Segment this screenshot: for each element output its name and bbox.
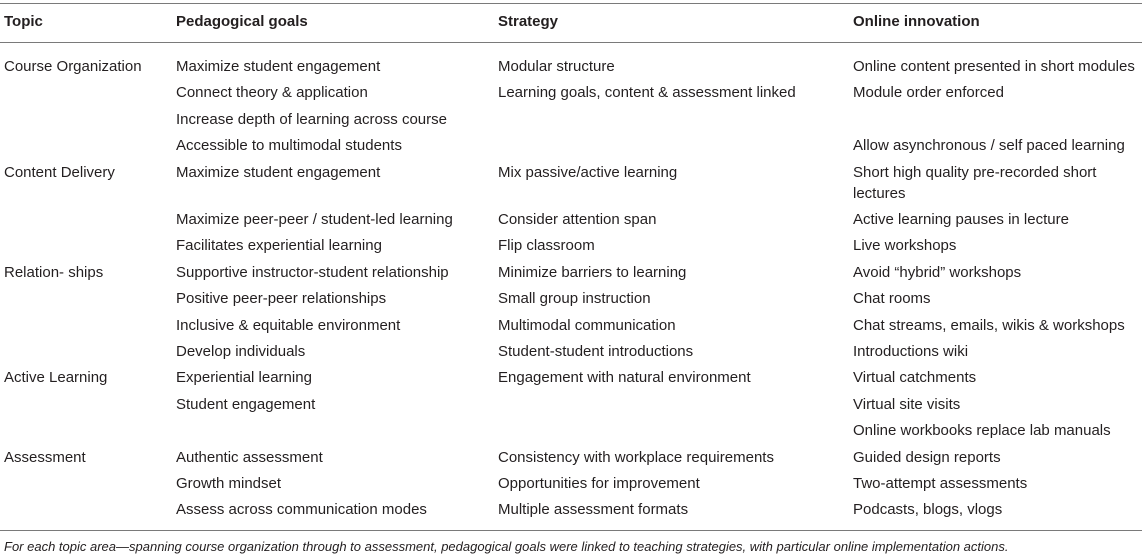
cell-goal: Increase depth of learning across course bbox=[176, 111, 447, 128]
header-strategy: Strategy bbox=[498, 13, 559, 30]
cell-goal: Growth mindset bbox=[176, 475, 282, 492]
cell-innovation: Podcasts, blogs, vlogs bbox=[853, 501, 1003, 518]
cell-innovation: Two-attempt assessments bbox=[853, 475, 1028, 492]
cell-topic: Content Delivery bbox=[4, 164, 115, 181]
cell-topic: Course Organization bbox=[4, 58, 142, 75]
cell-innovation: Introductions wiki bbox=[853, 343, 969, 360]
cell-goal: Authentic assessment bbox=[176, 449, 323, 466]
cell-innovation: Guided design reports bbox=[853, 449, 1001, 466]
cell-strategy: Consider attention span bbox=[498, 211, 657, 228]
cell-goal: Assess across communication modes bbox=[176, 501, 427, 518]
cell-strategy: Mix passive/active learning bbox=[498, 164, 678, 181]
cell-innovation: Avoid “hybrid” workshops bbox=[853, 264, 1022, 281]
cell-topic: Active Learning bbox=[4, 369, 108, 386]
cell-goal: Maximize student engagement bbox=[176, 58, 381, 75]
header-pedagogical-goals: Pedagogical goals bbox=[176, 13, 308, 30]
cell-goal: Maximize peer-peer / student-led learning bbox=[176, 211, 453, 228]
cell-innovation: Short high quality pre-recorded short bbox=[853, 164, 1097, 181]
cell-innovation: Online content presented in short modules bbox=[853, 58, 1135, 75]
table-header-rule bbox=[0, 42, 1142, 43]
cell-innovation: Live workshops bbox=[853, 237, 957, 254]
cell-goal: Student engagement bbox=[176, 396, 316, 413]
cell-goal: Experiential learning bbox=[176, 369, 312, 386]
cell-innovation: Virtual catchments bbox=[853, 369, 977, 386]
header-topic: Topic bbox=[4, 13, 43, 30]
cell-strategy: Student-student introductions bbox=[498, 343, 694, 360]
table-caption: For each topic area—spanning course organization through to assessment, pedagogical goals were linked to teaching strategies, with particular online implementation actions. bbox=[4, 539, 1009, 554]
cell-innovation: Chat streams, emails, wikis & workshops bbox=[853, 317, 1125, 334]
cell-topic: Assessment bbox=[4, 449, 86, 466]
cell-innovation: Active learning pauses in lecture bbox=[853, 211, 1069, 228]
table-bottom-rule bbox=[0, 530, 1142, 531]
cell-goal: Maximize student engagement bbox=[176, 164, 381, 181]
cell-strategy: Small group instruction bbox=[498, 290, 651, 307]
cell-goal: Inclusive & equitable environment bbox=[176, 317, 401, 334]
cell-strategy: Consistency with workplace requirements bbox=[498, 449, 774, 466]
cell-strategy: Flip classroom bbox=[498, 237, 595, 254]
cell-strategy: Opportunities for improvement bbox=[498, 475, 700, 492]
header-online-innovation: Online innovation bbox=[853, 13, 980, 30]
cell-strategy: Learning goals, content & assessment linked bbox=[498, 84, 796, 101]
cell-strategy: Minimize barriers to learning bbox=[498, 264, 687, 281]
cell-strategy: Modular structure bbox=[498, 58, 615, 75]
cell-strategy: Multimodal communication bbox=[498, 317, 676, 334]
cell-innovation: Module order enforced bbox=[853, 84, 1004, 101]
table-top-rule bbox=[0, 3, 1142, 4]
cell-innovation: Online workbooks replace lab manuals bbox=[853, 422, 1111, 439]
cell-innovation: Chat rooms bbox=[853, 290, 931, 307]
cell-goal: Accessible to multimodal students bbox=[176, 137, 402, 154]
cell-innovation: Virtual site visits bbox=[853, 396, 961, 413]
cell-strategy: Multiple assessment formats bbox=[498, 501, 689, 518]
cell-goal: Connect theory & application bbox=[176, 84, 368, 101]
cell-innovation: Allow asynchronous / self paced learning bbox=[853, 137, 1125, 154]
cell-topic: Relation- ships bbox=[4, 264, 104, 281]
cell-strategy: Engagement with natural environment bbox=[498, 369, 751, 386]
cell-goal: Supportive instructor-student relationship bbox=[176, 264, 449, 281]
cell-goal: Facilitates experiential learning bbox=[176, 237, 382, 254]
cell-goal: Positive peer-peer relationships bbox=[176, 290, 387, 307]
cell-goal: Develop individuals bbox=[176, 343, 306, 360]
cell-innovation: lectures bbox=[853, 185, 906, 202]
